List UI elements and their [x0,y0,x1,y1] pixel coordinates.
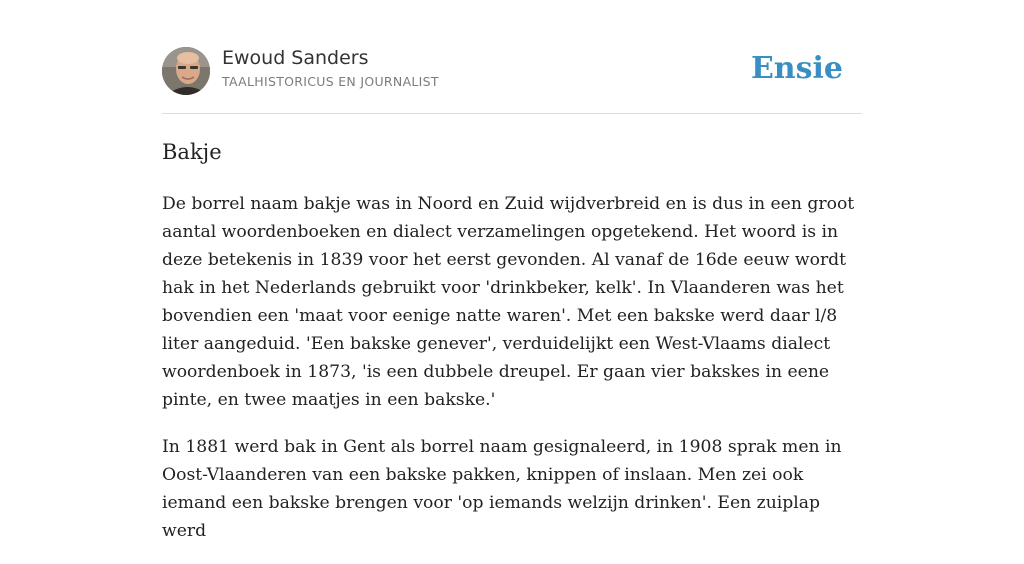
article-paragraph-1: De borrel naam bakje was in Noord en Zuid wijdverbreid en is dus in een groot aantal woordenboeken en dialect verzamelingen opgetekend. Het woord is in deze betekenis in 1839 voor het eerst gevonden. Al vanaf de 16de eeuw wordt hak in het Nederlands gebruikt voor 'drinkbeker, kelk'. In Vlaanderen was het bovendien een 'maat voor eenige natte waren'. Met een bakske werd daar l/8 liter aangeduid. 'Een bakske genever', verduidelijkt een West-Vlaams dialect woordenboek in 1873, 'is een dubbele dreupel. Er gaan vier bakskes in eene pinte, en twee maatjes in een bakske.' [162,194,855,410]
author-role: TAALHISTORICUS EN JOURNALIST [222,74,439,89]
ensie-logo[interactable]: Ensie [750,51,843,86]
author-photo-icon [162,47,210,95]
article-title: Bakje [162,140,222,164]
page-container [162,0,862,541]
author-avatar[interactable] [162,47,210,95]
author-header [162,0,862,114]
author-name[interactable]: Ewoud Sanders [222,47,369,69]
article-paragraph-2: In 1881 werd bak in Gent als borrel naam gesignaleerd, in 1908 sprak men in Oost-Vlaanderen van een bakske pakken, knippen of inslaan. Men zei ook iemand een bakske brengen voor 'op iemands welzijn drinken'. Een zuiplap werd [162,437,842,541]
article-body [162,190,862,564]
